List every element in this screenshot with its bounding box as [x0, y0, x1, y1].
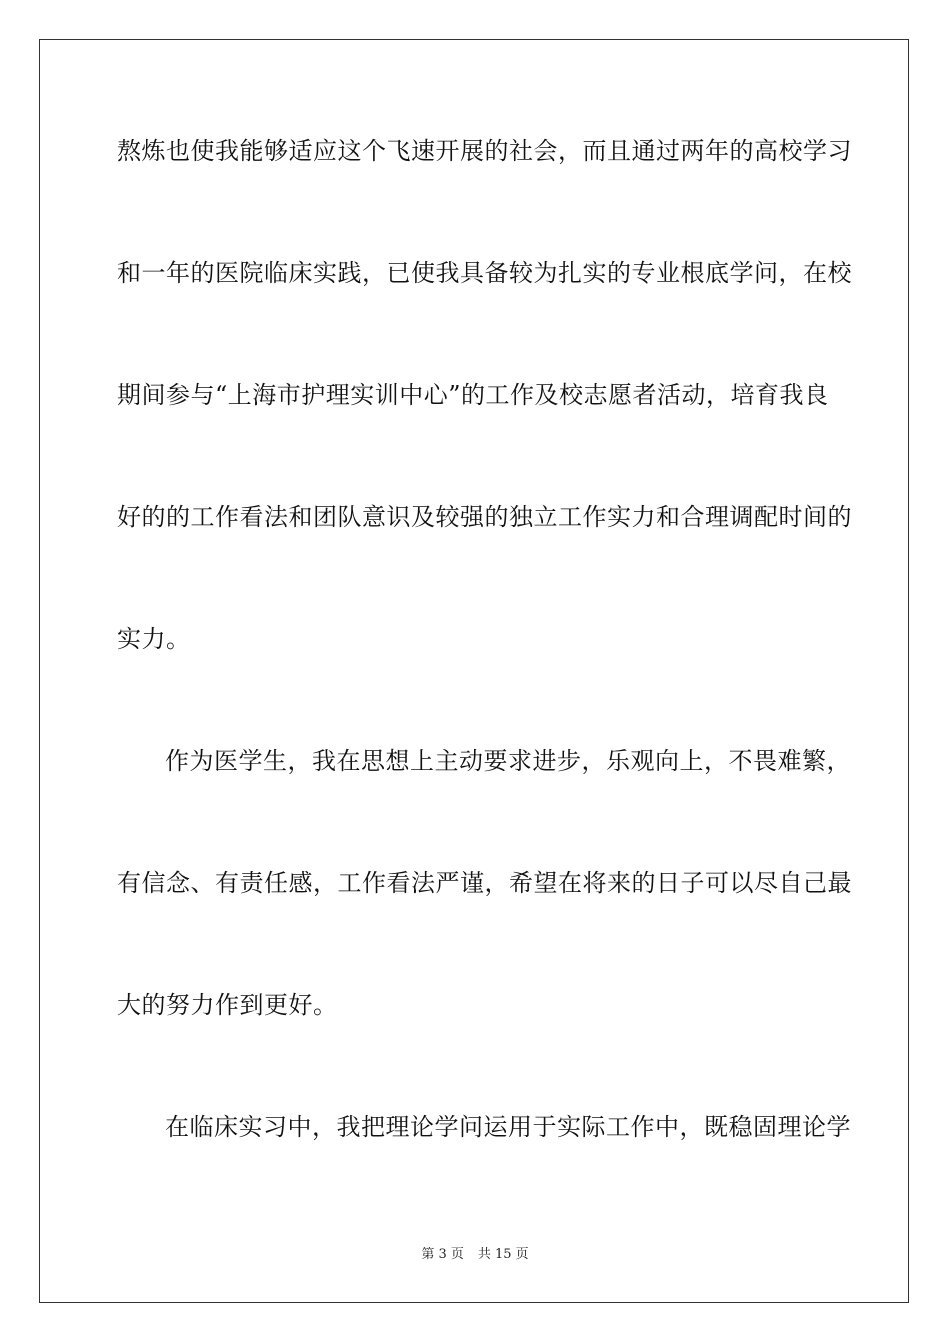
text-line-7: 有信念、有责任感，工作看法严谨，希望在将来的日子可以尽自己最 [117, 869, 852, 897]
text-line-9: 在临床实习中，我把理论学问运用于实际工作中，既稳固理论学 [165, 1113, 851, 1141]
text-line-4: 好的的工作看法和团队意识及较强的独立工作实力和合理调配时间的 [117, 503, 852, 531]
text-line-2: 和一年的医院临床实践，已使我具备较为扎实的专业根底学问，在校 [117, 259, 852, 287]
page-footer [0, 1247, 950, 1263]
page-number: 第 3 页 [421, 1247, 464, 1262]
text-line-1: 熬炼也使我能够适应这个飞速开展的社会，而且通过两年的高校学习 [117, 137, 852, 165]
text-line-3: 期间参与“上海市护理实训中心”的工作及校志愿者活动，培育我良 [117, 381, 829, 409]
text-line-6: 作为医学生，我在思想上主动要求进步，乐观向上，不畏难繁， [165, 747, 851, 775]
text-line-8: 大的努力作到更好。 [117, 991, 338, 1019]
page-total: 共 15 页 [477, 1247, 529, 1262]
text-line-5: 实力。 [117, 625, 191, 653]
